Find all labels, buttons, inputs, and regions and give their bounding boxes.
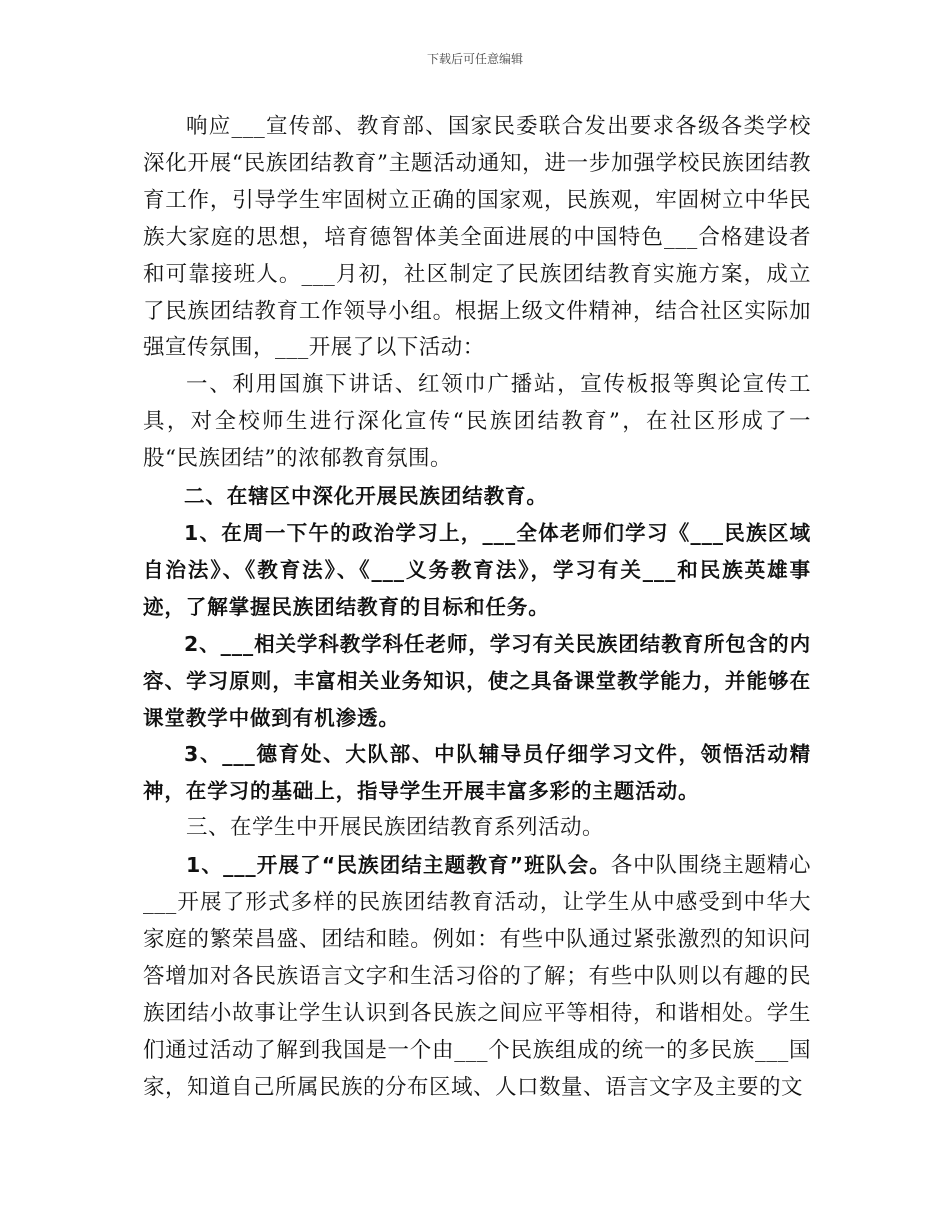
- section-3-item-1-body: 各中队围绕主题精心___开展了形式多样的民族团结教育活动，让学生从中感受到中华大家庭的繁荣昌盛、团结和睦。例如：有些中队通过紧张激烈的知识问答增加对各民族语言文字和生活习俗的了解；有些中队则以有趣的民族团结小故事让学生认识到各民族之间应平等相待，和谐相处。学生们通过活动了解到我国是一个由___个民族组成的统一的多民族___国家，知道自己所属民族的分布区域、人口数量、语言文字及主要的文: [143, 853, 811, 1100]
- paragraph-section-1: 一、利用国旗下讲话、红领巾广播站，宣传板报等舆论宣传工具，对全校师生进行深化宣传“民族团结教育”，在社区形成了一股“民族团结”的浓郁教育氛围。: [143, 372, 811, 472]
- paragraph-intro: 响应___宣传部、教育部、国家民委联合发出要求各级各类学校深化开展“民族团结教育”主题活动通知，进一步加强学校民族团结教育工作，引导学生牢固树立正确的国家观，民族观，牢固树立中华民族大家庭的思想，培育德智体美全面进展的中国特色___合格建设者和可靠接班人。___月初，社区制定了民族团结教育实施方案，成立了民族团结教育工作领导小组。根据上级文件精神，结合社区实际加强宣传氛围，___开展了以下活动：: [143, 114, 811, 361]
- heading-section-3: 三、在学生中开展民族团结教育系列活动。: [186, 815, 605, 841]
- document-body: [143, 109, 811, 1106]
- paragraph-section-2-item-2: 2、___相关学科教学科任老师，学习有关民族团结教育所包含的内容、学习原则，丰富相关业务知识，使之具备课堂教学能力，并能够在课堂教学中做到有机渗透。: [143, 631, 811, 730]
- heading-section-2: 二、在辖区中深化开展民族团结教育。: [184, 484, 548, 509]
- section-3-item-1-lead: 1、___开展了“民族团结主题教育”班队会。: [186, 853, 611, 878]
- paragraph-section-2-item-3: 3、___德育处、大队部、中队辅导员仔细学习文件，领悟活动精神，在学习的基础上，指导学生开展丰富多彩的主题活动。: [143, 742, 811, 804]
- page-header-note: 下载后可任意编辑: [426, 52, 523, 66]
- paragraph-section-3-item-1: [143, 847, 811, 1106]
- paragraph-section-2-item-1: 1、在周一下午的政治学习上，___全体老师们学习《___民族区域自治法》、《教育法》、《___义务教育法》，学习有关___和民族英雄事迹，了解掌握民族团结教育的目标和任务。: [143, 520, 811, 619]
